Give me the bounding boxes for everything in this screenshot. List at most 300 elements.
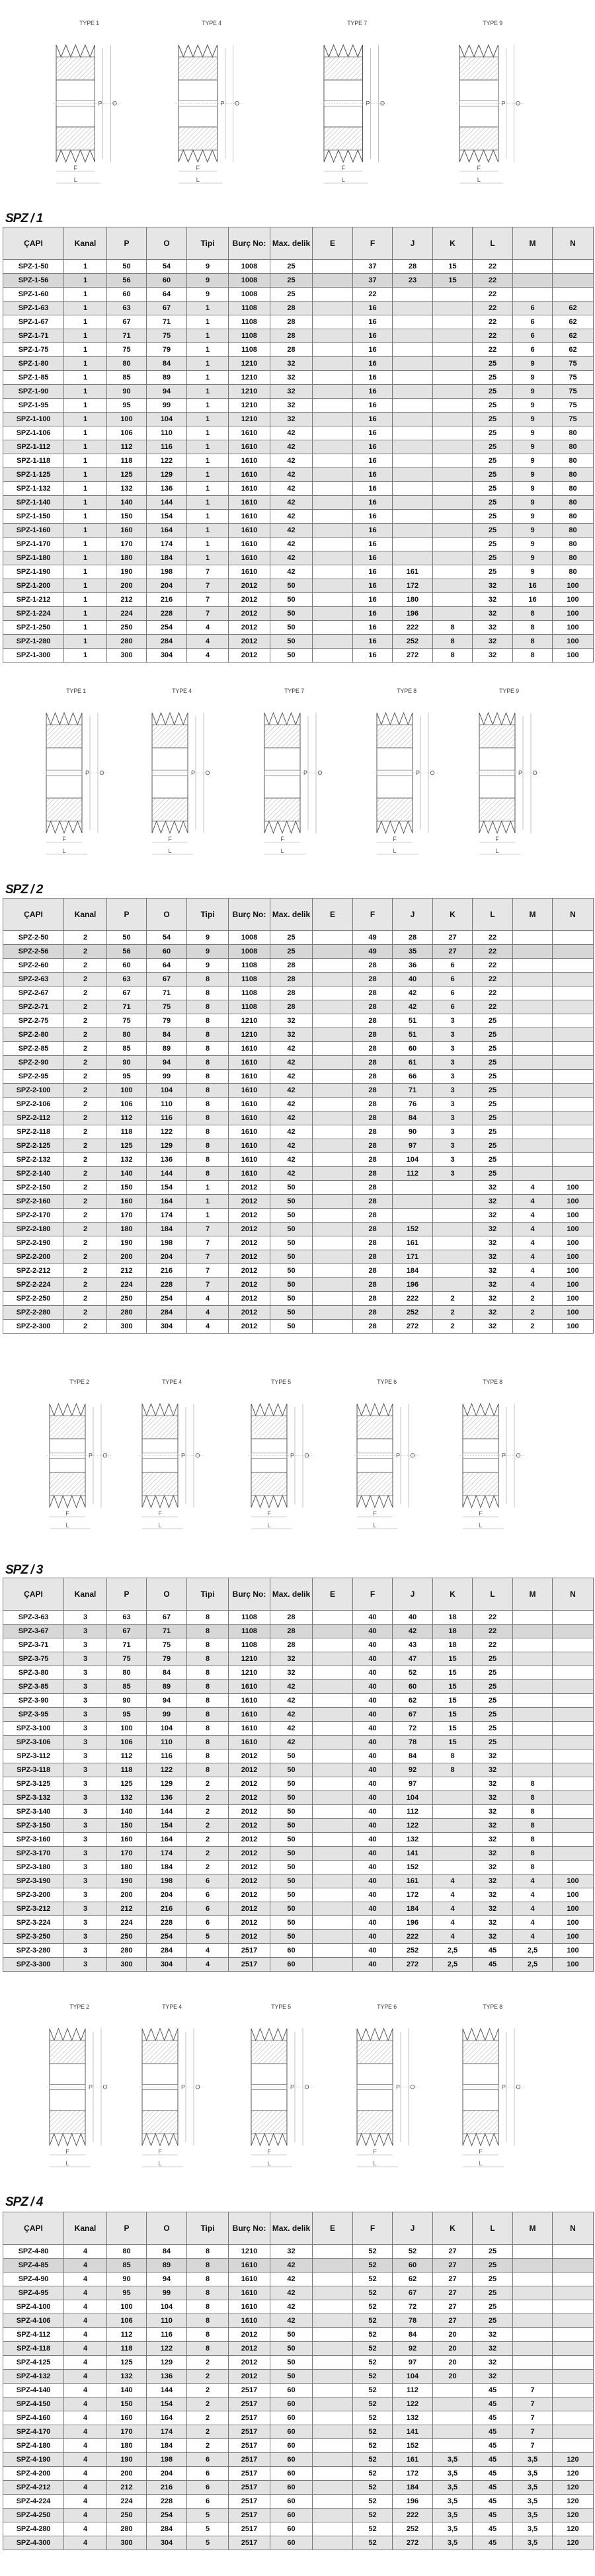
table-cell: 141 [393, 2425, 433, 2439]
table-cell: 28 [270, 986, 313, 1000]
table-cell: 100 [553, 1181, 594, 1195]
table-cell: 32 [270, 1014, 313, 1028]
table-cell [433, 565, 473, 579]
table-cell: 60 [107, 959, 147, 973]
table-cell: 75 [147, 1638, 187, 1652]
table-cell: 180 [393, 593, 433, 607]
column-header: E [313, 2212, 353, 2245]
table-cell [513, 1070, 553, 1084]
table-cell: 42 [270, 1153, 313, 1167]
table-cell: 16 [513, 579, 553, 593]
table-cell: 8 [187, 1042, 229, 1056]
table-cell: 6 [187, 2481, 229, 2495]
table-cell: 184 [147, 1223, 187, 1236]
table-cell: 8 [433, 649, 473, 663]
table-cell [433, 302, 473, 315]
table-cell [433, 371, 473, 385]
table-cell: 3 [433, 1098, 473, 1111]
table-cell [553, 1736, 594, 1750]
table-cell: 140 [107, 1167, 147, 1181]
table-cell [313, 1750, 353, 1763]
table-cell: 106 [107, 1098, 147, 1111]
table-cell: 2 [187, 2397, 229, 2411]
table-cell: 8 [513, 607, 553, 621]
table-row [3, 260, 594, 274]
table-cell: 42 [270, 1125, 313, 1139]
table-cell: 161 [393, 1236, 433, 1250]
table-cell: 1610 [229, 1098, 270, 1111]
table-cell: 2012 [229, 1223, 270, 1236]
svg-text:O: O [234, 100, 240, 107]
table-cell: 25 [473, 1167, 513, 1181]
table-cell: 25 [473, 2245, 513, 2259]
table-cell: 45 [473, 2522, 513, 2536]
table-cell: 50 [270, 1888, 313, 1902]
part-code-cell: SPZ-2-71 [3, 1000, 64, 1014]
table-cell: 9 [187, 931, 229, 945]
table-cell: 2 [187, 1847, 229, 1861]
table-cell: 42 [270, 1098, 313, 1111]
table-row [3, 1181, 594, 1195]
table-cell: 40 [353, 1916, 393, 1930]
table-cell: 60 [393, 1680, 433, 1694]
table-cell: 3,5 [433, 2536, 473, 2550]
table-cell: 2012 [229, 1847, 270, 1861]
part-code-cell: SPZ-1-250 [3, 621, 64, 635]
table-cell [433, 1264, 473, 1278]
table-cell [553, 1153, 594, 1167]
table-cell: 79 [147, 343, 187, 357]
table-cell [313, 1153, 353, 1167]
table-cell: 3 [64, 1958, 107, 1972]
table-cell [433, 2439, 473, 2453]
table-cell: 32 [473, 1306, 513, 1320]
part-code-cell: SPZ-1-75 [3, 343, 64, 357]
table-cell: 71 [107, 1638, 147, 1652]
part-code-cell: SPZ-2-90 [3, 1056, 64, 1070]
table-row [3, 1888, 594, 1902]
table-cell: 196 [393, 2495, 433, 2509]
table-cell: 100 [553, 1278, 594, 1292]
table-cell [433, 551, 473, 565]
table-cell: 3,5 [433, 2509, 473, 2522]
svg-text:P: P [88, 2083, 93, 2091]
table-cell [513, 1139, 553, 1153]
table-cell: 100 [553, 607, 594, 621]
table-cell: 150 [107, 510, 147, 524]
table-cell: 50 [270, 1292, 313, 1306]
table-cell: 67 [107, 1625, 147, 1638]
column-header: K [433, 899, 473, 931]
table-row [3, 2370, 594, 2384]
table-cell: 8 [513, 1791, 553, 1805]
type-label: TYPE 8 [483, 2003, 502, 2010]
table-cell: 50 [270, 1777, 313, 1791]
table-cell: 2 [187, 1833, 229, 1847]
table-cell: 40 [393, 973, 433, 986]
table-cell: 1 [187, 1181, 229, 1195]
svg-text:P: P [180, 2083, 186, 2091]
table-cell: 1 [64, 607, 107, 621]
table-cell: 42 [270, 1139, 313, 1153]
table-cell: 71 [147, 315, 187, 329]
table-cell: 110 [147, 1098, 187, 1111]
table-cell: 254 [147, 621, 187, 635]
pulley-drawing-type-5 [241, 2003, 321, 2179]
table-cell [553, 2245, 594, 2259]
type-label: TYPE 9 [499, 688, 519, 694]
table-cell [313, 1014, 353, 1028]
table-cell: 1008 [229, 931, 270, 945]
table-cell [553, 2342, 594, 2356]
table-cell: 85 [107, 1680, 147, 1694]
table-cell: 16 [353, 510, 393, 524]
spec-table-spz-2 [3, 898, 594, 1334]
table-cell: 224 [107, 1278, 147, 1292]
part-code-cell: SPZ-2-132 [3, 1153, 64, 1167]
table-cell [553, 1777, 594, 1791]
table-cell: 2 [187, 2425, 229, 2439]
table-cell: 25 [473, 371, 513, 385]
table-cell: 2 [187, 2370, 229, 2384]
table-cell: 54 [147, 260, 187, 274]
table-row [3, 1306, 594, 1320]
table-cell [313, 1139, 353, 1153]
pulley-cross-section-icon [241, 2015, 321, 2179]
table-cell [313, 2384, 353, 2397]
table-cell: 1 [187, 343, 229, 357]
table-cell: 40 [353, 1680, 393, 1694]
table-cell: 2 [64, 959, 107, 973]
table-cell [553, 931, 594, 945]
table-cell: 8 [187, 1708, 229, 1722]
column-header: ÇAPI [3, 1578, 64, 1611]
table-cell: 32 [473, 1250, 513, 1264]
table-cell [313, 1638, 353, 1652]
table-cell: 2012 [229, 1819, 270, 1833]
svg-text:F: F [62, 836, 66, 842]
table-cell: 25 [473, 1084, 513, 1098]
part-code-cell: SPZ-1-56 [3, 274, 64, 288]
table-cell: 1210 [229, 357, 270, 371]
table-cell: 22 [473, 260, 513, 274]
table-cell: 3 [433, 1139, 473, 1153]
part-code-cell: SPZ-2-75 [3, 1014, 64, 1028]
table-cell: 2 [187, 2411, 229, 2425]
table-cell: 25 [473, 1722, 513, 1736]
table-row [3, 1111, 594, 1125]
table-cell: 104 [147, 2300, 187, 2314]
table-cell: 32 [473, 2328, 513, 2342]
table-cell: 174 [147, 1209, 187, 1223]
table-cell: 75 [107, 1652, 147, 1666]
table-cell: 8 [187, 1750, 229, 1763]
type-label: TYPE 6 [377, 1379, 397, 1385]
table-row [3, 551, 594, 565]
table-cell [313, 1944, 353, 1958]
table-cell: 1210 [229, 371, 270, 385]
part-code-cell: SPZ-1-90 [3, 385, 64, 399]
table-cell [433, 385, 473, 399]
table-cell [313, 399, 353, 413]
table-cell: 8 [187, 2300, 229, 2314]
table-cell [553, 2273, 594, 2286]
table-cell: 50 [270, 621, 313, 635]
table-cell [553, 2411, 594, 2425]
pulley-drawing-type-2 [40, 2003, 119, 2179]
table-cell: 42 [270, 2286, 313, 2300]
table-cell: 84 [393, 1750, 433, 1763]
pulley-drawing-type-2 [40, 1379, 119, 1541]
table-cell: 40 [353, 1944, 393, 1958]
table-cell: 28 [353, 1195, 393, 1209]
pulley-cross-section-icon [453, 2015, 532, 2179]
table-cell: 4 [64, 2370, 107, 2384]
table-cell: 1 [64, 426, 107, 440]
table-cell [553, 973, 594, 986]
table-cell: 22 [473, 329, 513, 343]
table-cell [313, 302, 353, 315]
table-cell: 4 [64, 2356, 107, 2370]
table-cell [513, 1056, 553, 1070]
table-cell: 136 [147, 1153, 187, 1167]
table-cell: 8 [187, 1098, 229, 1111]
table-cell: 1 [64, 579, 107, 593]
table-cell [393, 288, 433, 302]
table-cell: 80 [553, 565, 594, 579]
table-cell: 8 [433, 1750, 473, 1763]
table-cell: 118 [107, 454, 147, 468]
table-cell: 27 [433, 2245, 473, 2259]
table-cell: 3 [64, 1625, 107, 1638]
table-cell [313, 1306, 353, 1320]
part-code-cell: SPZ-2-85 [3, 1042, 64, 1056]
svg-text:P: P [395, 1452, 401, 1459]
svg-text:P: P [180, 1452, 186, 1459]
pulley-cross-section-icon [36, 700, 116, 866]
table-cell: 3,5 [513, 2481, 553, 2495]
table-row [3, 357, 594, 371]
table-cell: 164 [147, 524, 187, 538]
table-cell: 50 [270, 1874, 313, 1888]
part-code-cell: SPZ-2-125 [3, 1139, 64, 1153]
table-row [3, 2439, 594, 2453]
table-cell: 80 [553, 496, 594, 510]
table-cell: 8 [433, 635, 473, 649]
table-cell: 89 [147, 2259, 187, 2273]
pulley-drawing-type-4 [142, 688, 221, 866]
table-cell: 25 [473, 1666, 513, 1680]
table-cell: 2 [187, 1861, 229, 1874]
table-cell: 129 [147, 2356, 187, 2370]
table-cell: 6 [187, 1874, 229, 1888]
column-header: N [553, 227, 594, 260]
table-cell: 6 [187, 1916, 229, 1930]
table-row [3, 1763, 594, 1777]
table-cell [553, 2286, 594, 2300]
table-cell: 22 [473, 959, 513, 973]
table-cell: 120 [553, 2495, 594, 2509]
table-cell: 4 [64, 2328, 107, 2342]
table-cell [513, 1666, 553, 1680]
table-cell: 198 [147, 1874, 187, 1888]
table-cell [553, 1722, 594, 1736]
table-cell: 50 [270, 2370, 313, 2384]
table-cell: 40 [393, 1611, 433, 1625]
table-cell: 28 [353, 1292, 393, 1306]
table-cell: 28 [270, 1638, 313, 1652]
table-cell: 25 [473, 496, 513, 510]
table-cell: 254 [147, 2509, 187, 2522]
table-cell: 1 [187, 496, 229, 510]
table-cell: 1 [64, 315, 107, 329]
table-row [3, 2453, 594, 2467]
table-cell: 84 [147, 1666, 187, 1680]
table-cell: 20 [433, 2370, 473, 2384]
table-cell: 85 [107, 371, 147, 385]
table-cell [313, 1209, 353, 1223]
table-cell: 50 [270, 1223, 313, 1236]
table-cell: 60 [393, 2259, 433, 2273]
svg-text:F: F [168, 836, 172, 842]
table-row [3, 1861, 594, 1874]
table-cell: 16 [353, 538, 393, 551]
table-cell [513, 1763, 553, 1777]
type-label: TYPE 2 [69, 1379, 89, 1385]
table-cell: 8 [187, 1680, 229, 1694]
table-row [3, 1209, 594, 1223]
table-cell: 1 [64, 357, 107, 371]
table-cell: 4 [513, 1902, 553, 1916]
table-cell: 79 [147, 1652, 187, 1666]
table-cell: 1 [64, 593, 107, 607]
table-cell: 28 [353, 1209, 393, 1223]
table-cell [313, 1763, 353, 1777]
table-cell: 2,5 [433, 1958, 473, 1972]
table-cell: 28 [353, 1042, 393, 1056]
table-cell: 1 [187, 1195, 229, 1209]
table-cell: 100 [107, 1722, 147, 1736]
table-cell: 8 [187, 1652, 229, 1666]
table-cell: 25 [473, 2314, 513, 2328]
table-cell: 3,5 [433, 2495, 473, 2509]
table-cell [313, 1916, 353, 1930]
part-code-cell: SPZ-1-112 [3, 440, 64, 454]
table-cell: 52 [353, 2286, 393, 2300]
table-cell: 28 [270, 329, 313, 343]
table-cell: 125 [107, 1777, 147, 1791]
table-cell [553, 2425, 594, 2439]
table-cell [313, 2495, 353, 2509]
svg-text:L: L [196, 177, 200, 183]
pulley-drawing-type-4 [132, 2003, 212, 2179]
table-cell: 3,5 [433, 2481, 473, 2495]
table-cell: 4 [513, 1195, 553, 1209]
table-cell [433, 440, 473, 454]
table-cell: 22 [353, 288, 393, 302]
table-cell: 3,5 [433, 2522, 473, 2536]
table-cell [313, 2453, 353, 2467]
table-cell: 144 [147, 2384, 187, 2397]
svg-text:F: F [495, 836, 499, 842]
table-cell: 1 [64, 302, 107, 315]
section-title-spz-3: SPZ / 3 [5, 1563, 43, 1577]
table-cell: 40 [353, 1847, 393, 1861]
table-cell: 9 [513, 426, 553, 440]
table-cell: 97 [393, 1777, 433, 1791]
table-cell: 28 [353, 1098, 393, 1111]
column-header: ÇAPI [3, 899, 64, 931]
table-cell: 49 [353, 945, 393, 959]
svg-text:L: L [65, 1522, 69, 1529]
svg-text:L: L [373, 2160, 377, 2167]
table-row [3, 1874, 594, 1888]
table-cell: 2 [187, 1791, 229, 1805]
table-cell [313, 454, 353, 468]
table-cell: 28 [353, 1264, 393, 1278]
table-cell: 125 [107, 468, 147, 482]
table-cell: 16 [353, 440, 393, 454]
table-cell: 4 [513, 1236, 553, 1250]
table-cell: 1108 [229, 302, 270, 315]
table-cell: 8 [187, 1139, 229, 1153]
type-label: TYPE 4 [202, 20, 221, 26]
table-cell [313, 1847, 353, 1861]
table-cell [393, 399, 433, 413]
table-cell [313, 2314, 353, 2328]
table-cell: 172 [393, 579, 433, 593]
column-header: M [513, 2212, 553, 2245]
table-cell: 9 [513, 468, 553, 482]
table-row [3, 1042, 594, 1056]
table-cell: 75 [107, 1014, 147, 1028]
table-cell: 7 [513, 2425, 553, 2439]
table-cell: 4 [513, 1223, 553, 1236]
type-label: TYPE 9 [483, 20, 502, 26]
table-cell: 42 [270, 1084, 313, 1098]
table-cell: 2517 [229, 2384, 270, 2397]
table-cell: 2012 [229, 1236, 270, 1250]
table-cell: 112 [107, 1750, 147, 1763]
table-cell [553, 1625, 594, 1638]
part-code-cell: SPZ-2-212 [3, 1264, 64, 1278]
table-cell [313, 2342, 353, 2356]
table-cell: 254 [147, 1930, 187, 1944]
table-cell: 1610 [229, 1708, 270, 1722]
table-row [3, 1070, 594, 1084]
svg-text:L: L [495, 848, 499, 854]
table-cell: 84 [393, 1111, 433, 1125]
table-row [3, 593, 594, 607]
table-cell [313, 1042, 353, 1056]
table-row [3, 1264, 594, 1278]
table-cell: 120 [553, 2453, 594, 2467]
table-cell [313, 1833, 353, 1847]
table-cell: 132 [107, 1791, 147, 1805]
table-cell: 1 [64, 482, 107, 496]
table-cell: 95 [107, 1070, 147, 1084]
table-cell: 25 [473, 1652, 513, 1666]
table-cell: 52 [393, 1666, 433, 1680]
table-cell: 80 [107, 1666, 147, 1680]
table-cell: 50 [270, 1930, 313, 1944]
table-cell: 67 [393, 1708, 433, 1722]
table-cell: 16 [353, 607, 393, 621]
table-cell: 125 [107, 1139, 147, 1153]
table-cell [553, 2439, 594, 2453]
table-cell: 1108 [229, 986, 270, 1000]
table-cell: 8 [187, 2245, 229, 2259]
